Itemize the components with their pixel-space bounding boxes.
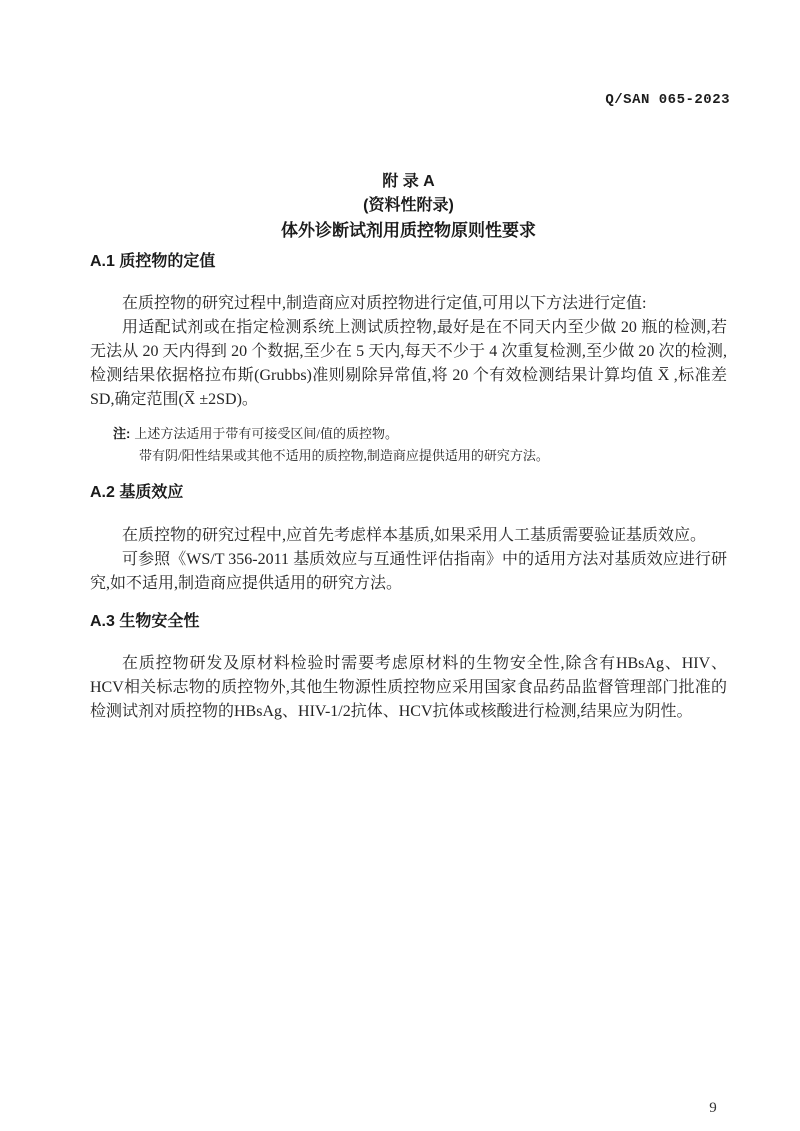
section-heading-a1: A.1 质控物的定值	[90, 253, 216, 270]
paragraph: 用适配试剂或在指定检测系统上测试质控物,最好是在不同天内至少做 20 瓶的检测,若无法从 20 天内得到 20 个数据,至少在 5 天内,每天不少于 4 次重复检测,至少做 20 次的检测,检测结果依据格拉布斯(Grubbs)准则剔除异常值,将 20 个有效检测结果计算均值 X̅ ,标准差 SD,确定范围(X̅ ±2SD)。	[90, 319, 727, 408]
note-label: 注:	[113, 426, 131, 441]
appendix-title: 附 录 A	[382, 173, 435, 190]
paragraph: 可参照《WS/T 356-2011 基质效应与互通性评估指南》中的适用方法对基质效应进行研究,如不适用,制造商应提供适用的研究方法。	[90, 551, 727, 592]
note-line: 带有阴/阳性结果或其他不适用的质控物,制造商应提供适用的研究方法。	[139, 448, 549, 463]
appendix-title-block	[90, 170, 727, 243]
note-line	[113, 423, 720, 445]
paragraph: 在质控物的研究过程中,应首先考虑样本基质,如果采用人工基质需要验证基质效应。	[122, 527, 707, 544]
section-body-a3	[90, 652, 727, 724]
note	[113, 423, 720, 467]
paragraph: 在质控物研发及原材料检验时需要考虑原材料的生物安全性,除含有HBsAg、HIV、HCV相关标志物的质控物外,其他生物源性质控物应采用国家食品药品监督管理部门批准的检测试剂对质控物的HBsAg、HIV-1/2抗体、HCV抗体或核酸进行检测,结果应为阴性。	[90, 655, 727, 720]
appendix-subtitle: (资料性附录)	[363, 197, 454, 214]
section-body-a2	[90, 524, 727, 596]
note-text: 上述方法适用于带有可接受区间/值的质控物。	[134, 426, 398, 441]
section-heading-a3: A.3 生物安全性	[90, 613, 200, 630]
section-heading-a2: A.2 基质效应	[90, 484, 184, 501]
document-code: Q/SAN 065-2023	[605, 92, 730, 108]
page-number: 9	[709, 1100, 717, 1116]
paragraph: 在质控物的研究过程中,制造商应对质控物进行定值,可用以下方法进行定值:	[122, 295, 647, 312]
appendix-name: 体外诊断试剂用质控物原则性要求	[281, 221, 536, 240]
section-body-a1	[90, 292, 727, 412]
